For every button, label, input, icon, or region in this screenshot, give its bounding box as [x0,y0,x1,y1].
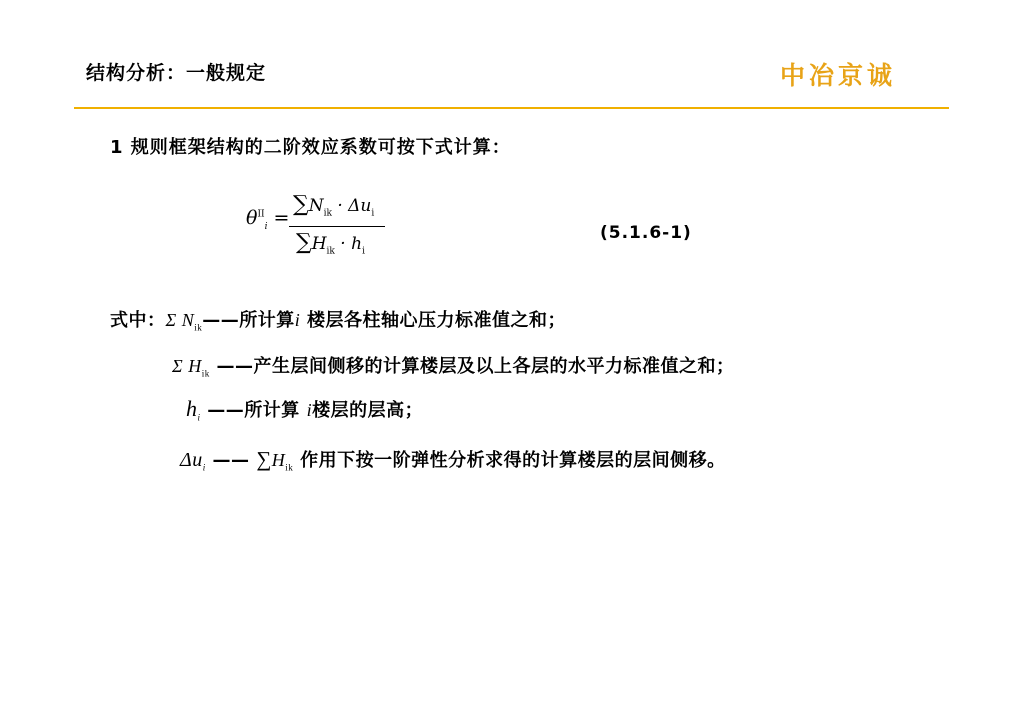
formula-den-sub1: ik [326,246,335,257]
formula-num-sub1: ik [323,208,332,219]
def4-text: 作用下按一阶弹性分析求得的计算楼层的层间侧移。 [293,450,726,471]
header-divider [74,107,949,109]
def1-text-a: ——所计算 [202,310,295,331]
formula-den-dot: · h [334,234,363,254]
def3-sub: i [197,412,201,423]
formula-lhs-sup: II [257,209,265,220]
def4-symbol: Δu [180,449,203,471]
intro-text: 1 规则框架结构的二阶效应系数可按下式计算： [110,137,511,158]
def1-text-b: 楼层各柱轴心压力标准值之和； [300,310,566,331]
formula-equals: = [273,207,290,229]
def2-symbol: Σ H [172,356,202,376]
definition-row-3 [186,396,423,423]
def4-hsub: ik [285,462,294,473]
company-logo: 中冶京诚 [780,61,897,90]
def3-i: i [306,400,313,420]
def3-symbol: h [186,396,198,421]
def3-text-a: ——所计算 [200,400,307,421]
def4-sub: i [202,462,206,473]
def4-h: H [271,450,286,470]
formula-den-body: H [311,234,327,254]
definition-row-1 [110,306,566,333]
def2-text: ——产生层间侧移的计算楼层及以上各层的水平力标准值之和； [209,356,735,377]
def2-sub: ik [201,368,210,379]
formula-numerator [293,192,374,218]
formula-fraction-bar [289,226,385,227]
slide-title: 结构分析：一般规定 [86,62,267,84]
formula-num-body: N [308,196,324,216]
def1-sub: ik [194,322,203,333]
formula-den-sum: ∑ [296,230,312,255]
equation-number: (5.1.6-1) [600,223,692,243]
def1-symbol: Σ N [165,310,195,330]
formula-num-dot: · Δu [331,196,372,216]
definition-row-2 [172,352,734,379]
formula-lhs-sub: i [264,221,268,232]
def3-text-b: 楼层的层高； [312,400,424,421]
formula-den-sub2: i [362,246,365,257]
formula-lhs-symbol: θ [246,207,258,229]
def4-sum: ∑ [256,447,272,471]
def1-i: i [294,310,301,330]
definition-row-4 [180,446,726,473]
where-label: 式中： [110,310,166,331]
def4-dash: —— [205,450,257,471]
formula-num-sum: ∑ [293,192,309,217]
formula-lhs [246,207,289,232]
formula-denominator [296,230,365,256]
formula-num-sub2: i [371,208,375,219]
